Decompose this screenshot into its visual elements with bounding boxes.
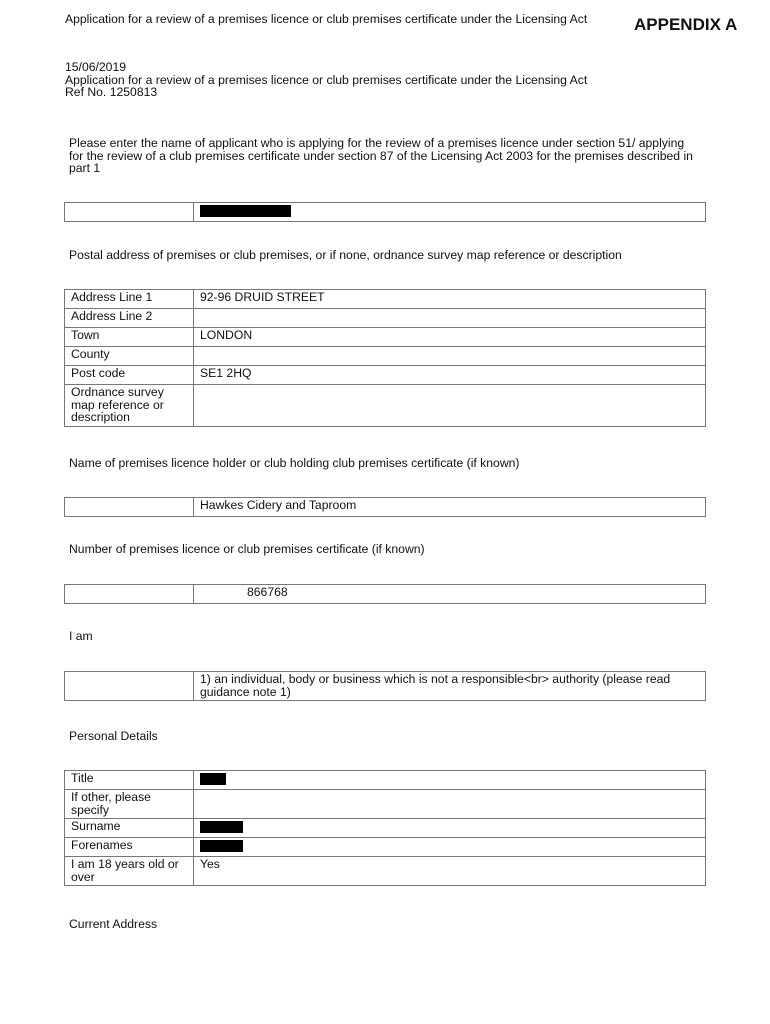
address-line1-value: 92-96 DRUID STREET — [194, 290, 706, 309]
applicant-label-cell — [65, 203, 194, 222]
licence-number-label-cell — [65, 585, 194, 604]
applicant-value-cell — [194, 203, 706, 222]
postcode-value: SE1 2HQ — [194, 366, 706, 385]
town-label: Town — [65, 328, 194, 347]
meta-subtitle: Application for a review of a premises licence or club premises certificate under the Licensing Act — [65, 72, 588, 87]
redaction-block — [200, 821, 243, 833]
county-label: County — [65, 347, 194, 366]
title-label: Title — [65, 771, 194, 790]
postcode-label: Post code — [65, 366, 194, 385]
osmap-value — [194, 385, 706, 427]
licence-number-value: 866768 — [194, 585, 706, 604]
other-title-label: If other, please specify — [65, 790, 194, 819]
holder-table — [64, 497, 706, 517]
town-value: LONDON — [194, 328, 706, 347]
county-value — [194, 347, 706, 366]
i-am-prompt: I am — [69, 629, 93, 643]
i-am-label-cell — [65, 672, 194, 701]
i-am-value: 1) an individual, body or business which is not a responsible<br> authority (please read guidance note 1) — [194, 672, 706, 701]
age-value: Yes — [194, 857, 706, 886]
other-title-value — [194, 790, 706, 819]
i-am-table — [64, 671, 706, 701]
osmap-label: Ordnance survey map reference or description — [65, 385, 194, 427]
holder-value: Hawkes Cidery and Taproom — [194, 498, 706, 517]
surname-value — [194, 819, 706, 838]
appendix-label: APPENDIX A — [634, 15, 738, 34]
surname-label: Surname — [65, 819, 194, 838]
holder-label-cell — [65, 498, 194, 517]
applicant-table — [64, 202, 706, 222]
holder-prompt: Name of premises licence holder or club holding club premises certificate (if known) — [69, 456, 520, 470]
address-line1-label: Address Line 1 — [65, 290, 194, 309]
postal-prompt: Postal address of premises or club premises, or if none, ordnance survey map reference or description — [69, 248, 622, 262]
number-prompt: Number of premises licence or club premises certificate (if known) — [69, 542, 425, 556]
applicant-prompt: Please enter the name of applicant who is applying for the review of a premises licence under section 51/ applying for the review of a club premises certificate under section 87 of the Licensing Act 2003 for the premises described in part 1 — [69, 136, 693, 175]
personal-details-table — [64, 770, 706, 886]
address-table — [64, 289, 706, 427]
licence-number-table — [64, 584, 706, 604]
document-meta — [65, 61, 587, 99]
personal-prompt: Personal Details — [69, 729, 158, 743]
meta-date: 15/06/2019 — [65, 60, 126, 74]
address-line2-value — [194, 309, 706, 328]
redaction-block — [200, 840, 243, 852]
forenames-value — [194, 838, 706, 857]
redaction-block — [200, 205, 291, 217]
age-label: I am 18 years old or over — [65, 857, 194, 886]
redaction-block — [200, 773, 226, 785]
title-value — [194, 771, 706, 790]
forenames-label: Forenames — [65, 838, 194, 857]
document-header-title: Application for a review of a premises licence or club premises certificate under the Licensing Act — [65, 12, 588, 26]
meta-ref: Ref No. 1250813 — [65, 85, 158, 99]
current-address-prompt: Current Address — [69, 917, 158, 931]
address-line2-label: Address Line 2 — [65, 309, 194, 328]
